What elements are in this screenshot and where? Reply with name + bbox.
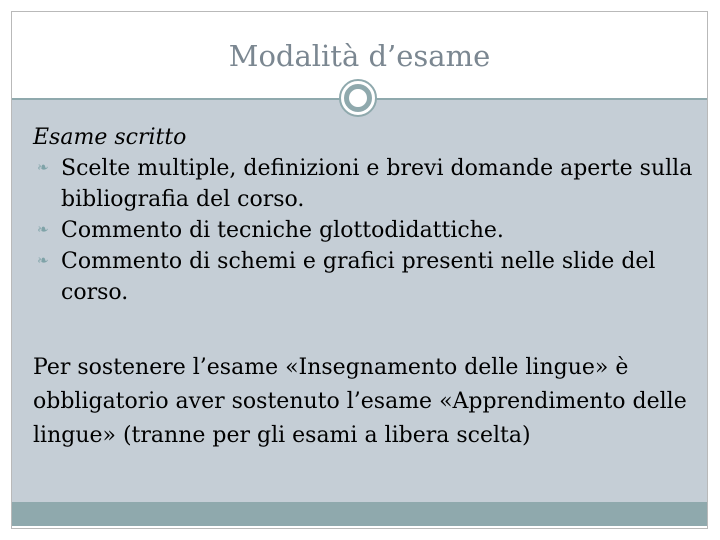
leaf-bullet-icon: ❧ (37, 253, 49, 269)
exam-note: Per sostenere l’esame «Insegnamento delle lingue» è obbligatorio aver sostenuto l’esame «Apprendimento delle lingue» (tranne per gli esami a libera scelta) (33, 355, 687, 448)
leaf-bullet-icon: ❧ (37, 222, 49, 238)
list-item (33, 246, 693, 308)
leaf-bullet-icon: ❧ (37, 160, 49, 176)
bullet-list (33, 153, 693, 308)
bullet-text: Scelte multiple, definizioni e brevi domande aperte sulla bibliografia del corso. (61, 156, 693, 212)
bottom-bar (12, 502, 707, 526)
slide-body (33, 122, 693, 475)
slide-title: Modalità d’esame (228, 39, 491, 73)
list-item (33, 215, 693, 246)
bullet-text: Commento di schemi e grafici presenti nelle slide del corso. (61, 249, 656, 305)
list-item (33, 153, 693, 215)
bullet-text: Commento di tecniche glottodidattiche. (61, 218, 504, 243)
section-heading: Esame scritto (33, 125, 187, 150)
circle-ornament-icon (339, 79, 377, 117)
